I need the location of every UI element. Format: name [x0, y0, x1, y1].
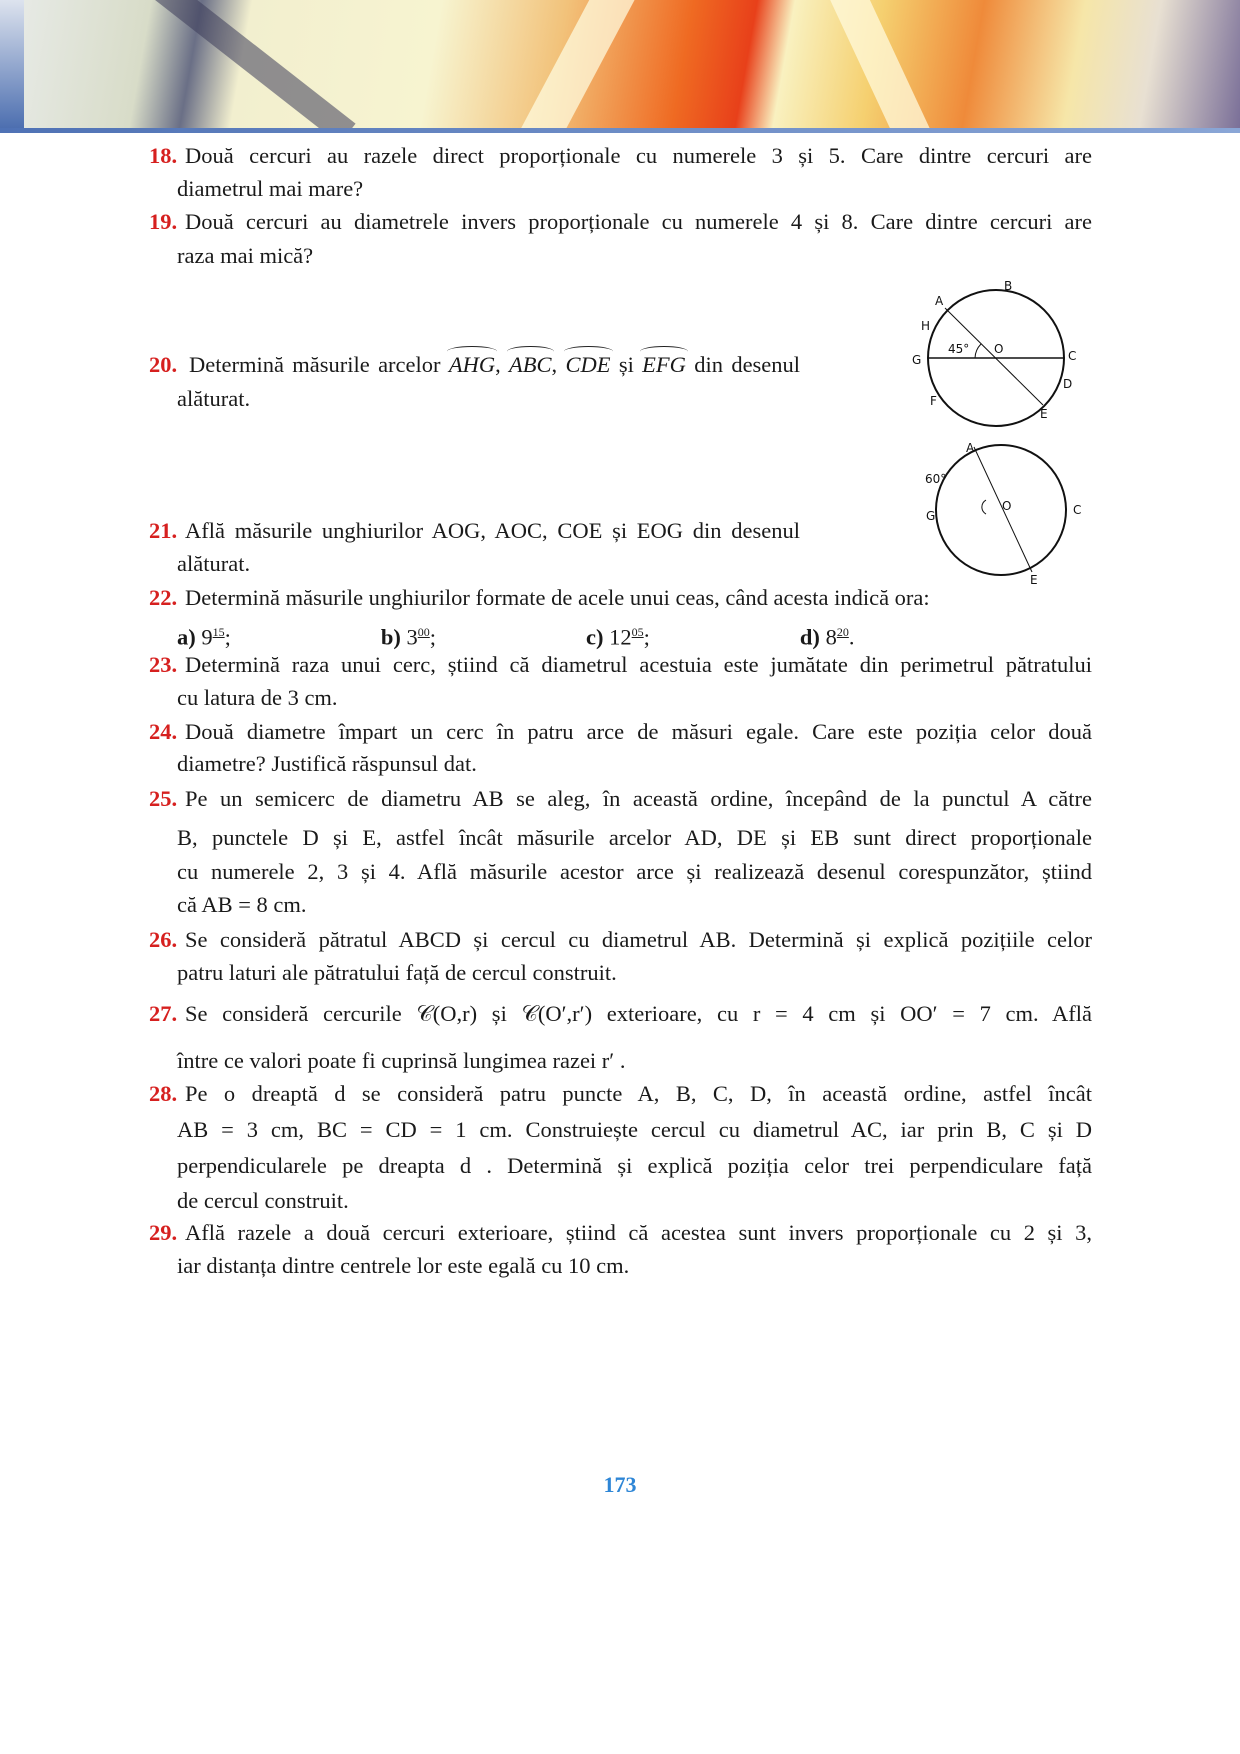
minutes: 15 [212, 625, 225, 639]
punct: . [848, 624, 855, 650]
minutes: 05 [631, 625, 644, 639]
punct: ; [224, 624, 231, 650]
exercise-line: patru laturi ale pătratului față de cercul construit. [177, 960, 617, 985]
hour: 9 [201, 624, 213, 650]
label-H: H [921, 319, 931, 333]
subitem-1 [381, 619, 436, 651]
subitem-0 [177, 619, 231, 651]
exercise-line: Pe o dreaptă d se consideră patru puncte A, B, C, D, în această ordine, astfel încât [185, 1081, 1092, 1106]
exercise-line: între ce valori poate fi cuprinsă lungimea razei r′ . [177, 1048, 626, 1073]
exercise-line: că AB = 8 cm. [177, 892, 307, 917]
exercise-line: Se consideră pătratul ABCD și cercul cu diametrul AB. Determină și explică pozițiile celor [185, 927, 1092, 952]
exercise-line: cu latura de 3 cm. [177, 685, 338, 710]
arc-label: CDE [565, 352, 611, 377]
exercise-line: alăturat. [177, 386, 251, 411]
angle-label: 45° [948, 342, 970, 356]
exercise-line: raza mai mică? [177, 243, 314, 268]
exercise-number: 22. [149, 585, 178, 610]
subitem-label: a) [177, 624, 196, 650]
label-F: F [930, 394, 937, 408]
arc-label: EFG [642, 352, 686, 377]
exercise-line: Se consideră cercurile 𝒞(O,r) și 𝒞(O′,r′) exterioare, cu r = 4 cm și OO′ = 7 cm. Află [185, 1001, 1092, 1026]
label-O: O [994, 342, 1004, 356]
sep: , [551, 352, 558, 377]
hour: 8 [825, 624, 837, 650]
punct: ; [643, 624, 650, 650]
exercise-line: diametre? Justifică răspunsul dat. [177, 751, 477, 776]
exercise-line: Află măsurile unghiurilor AOG, AOC, COE și EOG din desenul [185, 518, 800, 543]
label-E: E [1040, 407, 1048, 421]
subitem-2 [586, 619, 650, 651]
exercise-number: 27. [149, 1001, 178, 1026]
exercise-line: Determină măsurile unghiurilor formate de acele unui ceas, când acesta indică ora: [185, 585, 930, 610]
minutes: 00 [417, 625, 430, 639]
sep: , [495, 352, 501, 377]
exercise-line: Două cercuri au diametrele invers proporționale cu numerele 4 și 8. Care dintre cercuri are [185, 209, 1092, 234]
label-E: E [1030, 573, 1038, 587]
arc-label: AHG [448, 352, 496, 377]
subitem-label: b) [380, 624, 401, 650]
arc-label: ABC [509, 352, 552, 377]
label-D: D [1063, 377, 1073, 391]
page-number: 173 [603, 1472, 637, 1497]
text: Determină măsurile arcelor [189, 352, 441, 377]
exercise-number: 18. [149, 143, 178, 168]
angle-label: 60° [925, 472, 947, 486]
label-G: G [912, 353, 922, 367]
figure-circle-1 [0, 0, 1240, 600]
hour: 12 [609, 624, 632, 650]
label-B: B [1004, 279, 1013, 293]
exercise-line: iar distanța dintre centrele lor este egală cu 10 cm. [177, 1253, 630, 1278]
exercise-line: Determină raza unui cerc, știind că diametrul acestuia este jumătate din perimetrul pătratului [185, 652, 1092, 677]
minutes: 20 [836, 625, 849, 639]
exercise-number: 24. [149, 719, 178, 744]
label-C: C [1073, 503, 1082, 517]
subitem-label: c) [586, 624, 604, 650]
hour: 3 [406, 624, 418, 650]
text: și [618, 352, 634, 377]
exercise-number: 20. [149, 352, 178, 377]
exercise-number: 19. [149, 209, 178, 234]
label-C: C [1068, 349, 1077, 363]
exercise-line: perpendicularele pe dreapta d . Determină și explică poziția celor trei perpendiculare față [177, 1153, 1092, 1178]
exercise-line: AB = 3 cm, BC = CD = 1 cm. Construiește cercul cu diametrul AC, iar prin B, C și D [177, 1117, 1092, 1142]
exercise-line: de cercul construit. [177, 1188, 349, 1213]
exercise-line: Pe un semicerc de diametru AB se aleg, în această ordine, începând de la punctul A către [185, 786, 1092, 811]
subitem-3 [800, 619, 855, 651]
subitem-label: d) [799, 624, 820, 650]
exercise-line: diametrul mai mare? [177, 176, 364, 201]
punct: ; [429, 624, 437, 650]
exercise-line: Află razele a două cercuri exterioare, știind că acestea sunt invers proporționale cu 2 și 3, [185, 1220, 1092, 1245]
exercise-number: 29. [149, 1220, 178, 1245]
exercise-subitems [177, 619, 1092, 651]
exercise-line: B, punctele D și E, astfel încât măsurile arcelor AD, DE și EB sunt direct proporționale [177, 825, 1092, 850]
exercise-number: 28. [149, 1081, 178, 1106]
exercise-number: 25. [149, 786, 178, 811]
label-A: A [966, 441, 975, 455]
exercise-number: 26. [149, 927, 178, 952]
exercise-number: 21. [149, 518, 178, 543]
exercise-line: Două cercuri au razele direct proporționale cu numerele 3 și 5. Care dintre cercuri are [185, 143, 1092, 168]
exercise-number: 23. [149, 652, 178, 677]
exercise-line: cu numerele 2, 3 și 4. Află măsurile acestor arce și realizează desenul corespunzător, știind [177, 859, 1092, 884]
label-A: A [935, 294, 944, 308]
exercise-line: alăturat. [177, 551, 251, 576]
label-O: O [1002, 499, 1012, 513]
label-G: G [926, 509, 936, 523]
exercise-line: Două diametre împart un cerc în patru arce de măsuri egale. Care este poziția celor două [185, 719, 1092, 744]
text: din desenul [694, 352, 801, 377]
